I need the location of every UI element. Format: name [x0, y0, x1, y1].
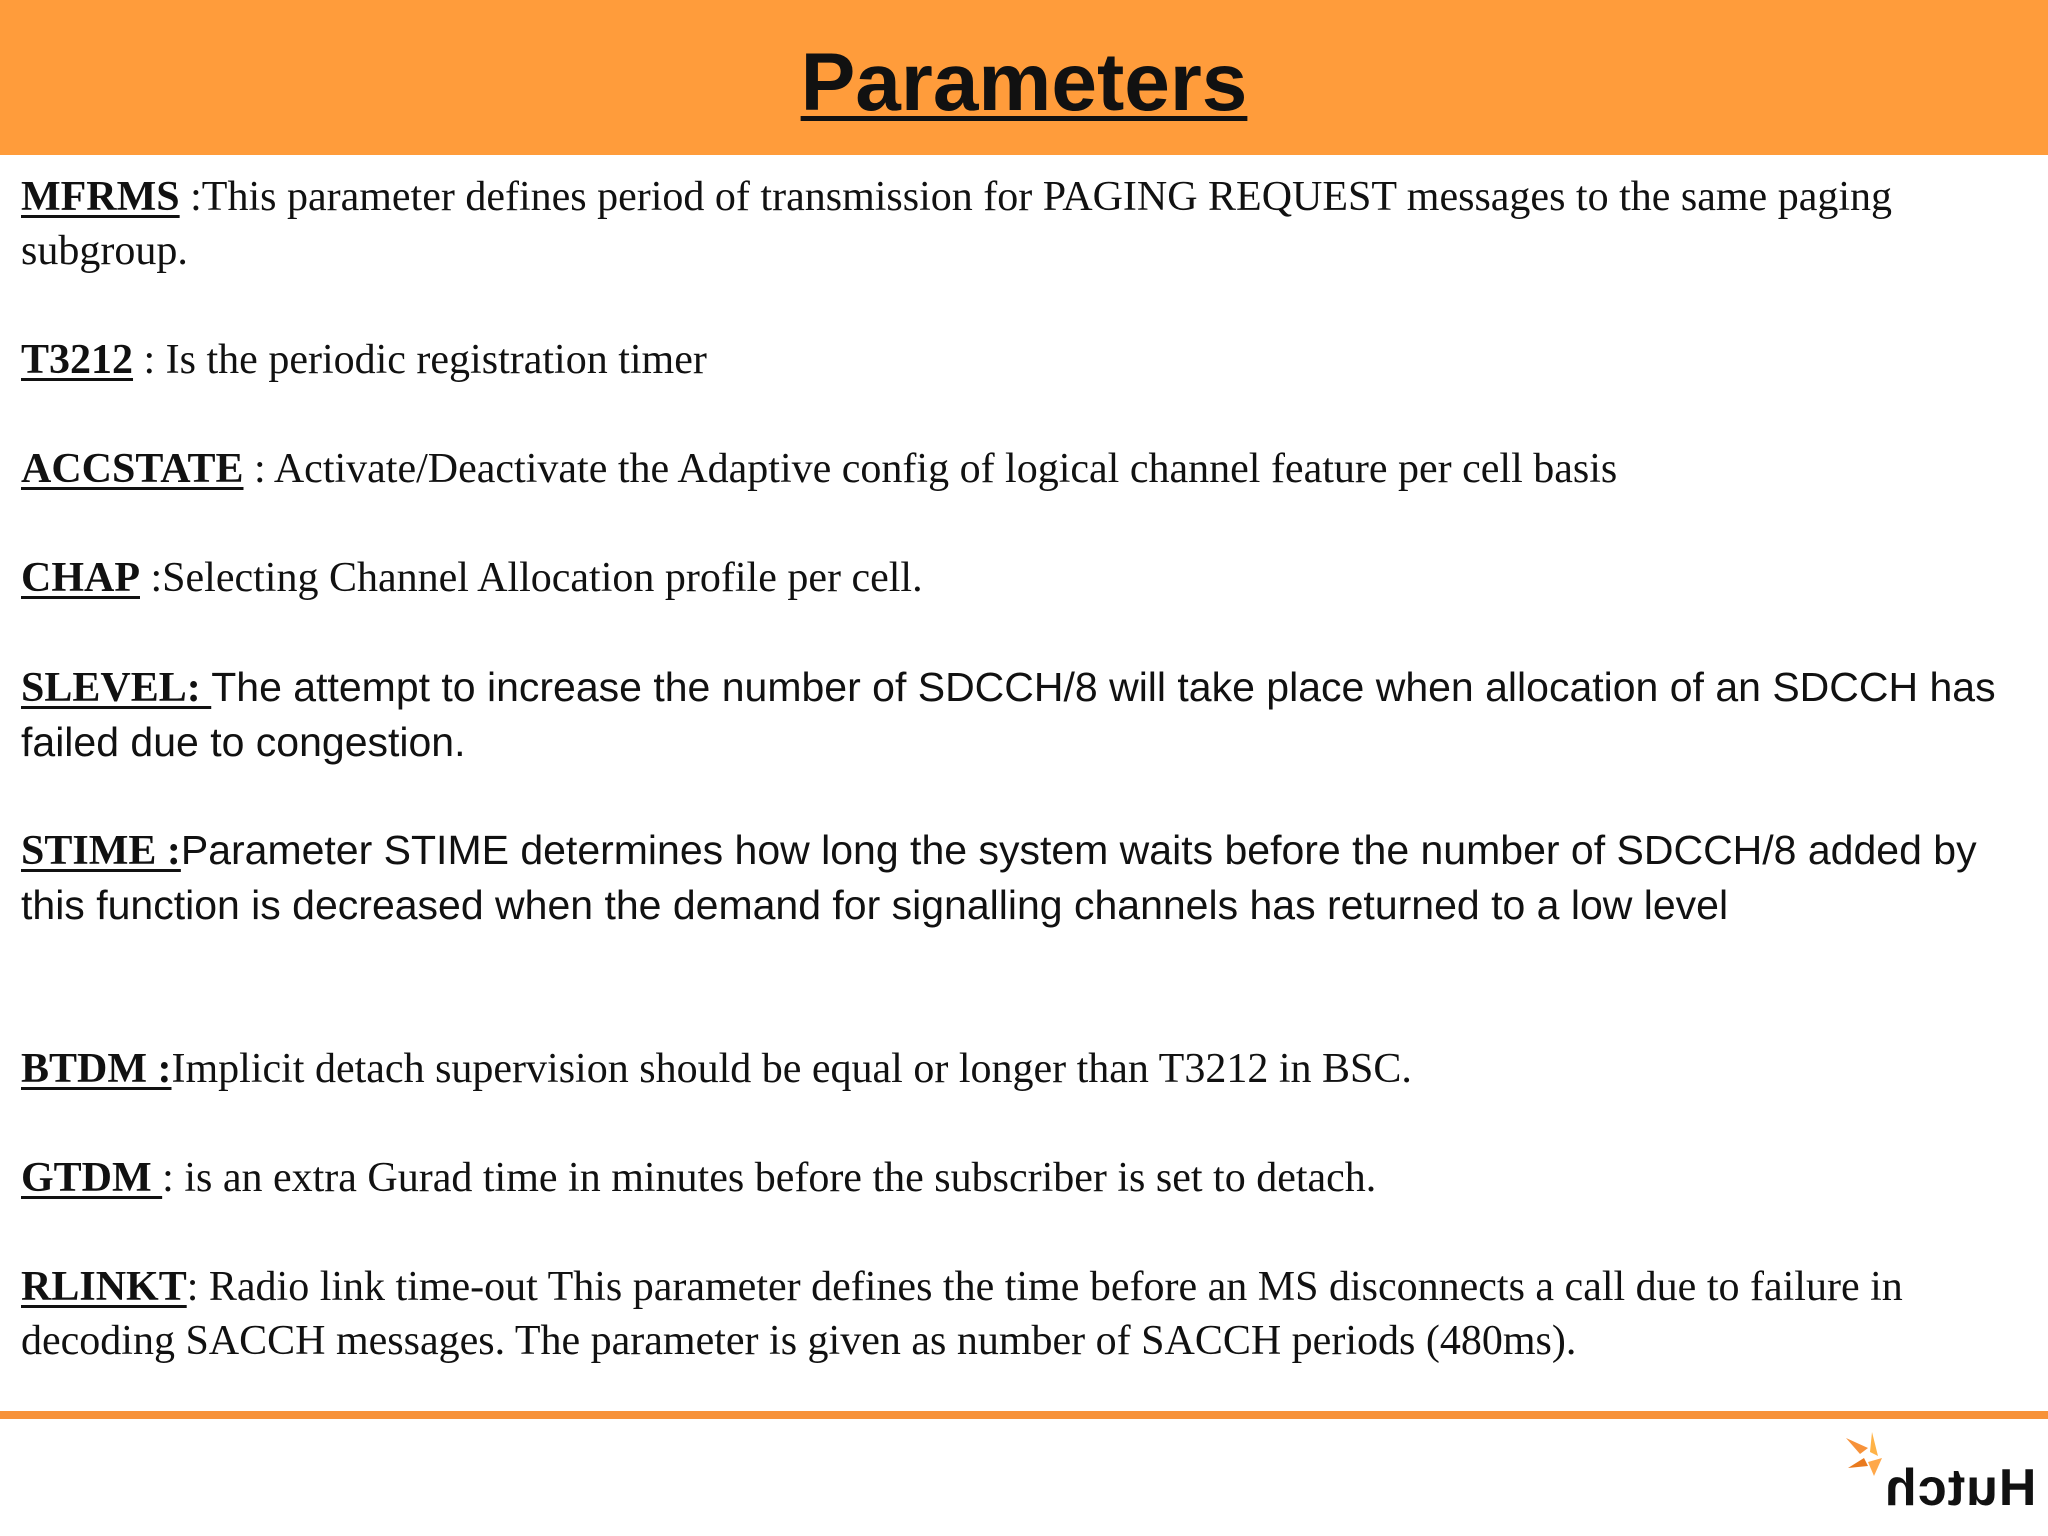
term-rlinkt: RLINKT [21, 1264, 187, 1310]
term-mfrms: MFRMS [21, 174, 180, 220]
definition-mfrms: :This parameter defines period of transmission for PAGING REQUEST messages to the same paging subgroup. [21, 174, 1893, 274]
footer-rule [0, 1411, 2048, 1419]
hutch-logo [1838, 1428, 2037, 1518]
term-t3212: T3212 [21, 337, 134, 383]
entry-stime [21, 823, 2021, 933]
definition-stime: Parameter STIME determines how long the system waits before the number of SDCCH/8 added by this function is decreased when the demand for signalling channels has returned to a low level [21, 827, 1977, 928]
definition-gtdm: : is an extra Gurad time in minutes before the subscriber is set to detach. [162, 1155, 1377, 1201]
entry-btdm [21, 1042, 1412, 1096]
definition-btdm: Implicit detach supervision should be equal or longer than T3212 in BSC. [171, 1046, 1412, 1092]
entry-t3212 [21, 333, 707, 387]
entry-rlinkt [21, 1260, 2021, 1368]
page-title: Parameters [800, 37, 1248, 128]
term-stime: STIME : [21, 828, 181, 874]
entry-gtdm [21, 1151, 1376, 1205]
entry-mfrms [21, 170, 2021, 278]
entry-chap [21, 551, 923, 605]
logo-text: Hutch [1884, 1459, 2037, 1517]
entry-accstate [21, 442, 1617, 496]
term-btdm: BTDM : [21, 1046, 172, 1092]
term-slevel: SLEVEL: [21, 665, 212, 711]
definition-accstate: : Activate/Deactivate the Adaptive config of logical channel feature per cell basis [243, 446, 1618, 492]
term-chap: CHAP [21, 555, 140, 601]
definition-chap: :Selecting Channel Allocation profile per cell. [140, 555, 923, 601]
definition-slevel: The attempt to increase the number of SDCCH/8 will take place when allocation of an SDCCH has failed due to congestion. [21, 664, 1996, 765]
term-gtdm: GTDM [21, 1155, 163, 1201]
term-accstate: ACCSTATE [21, 446, 244, 492]
entry-slevel [21, 660, 2021, 770]
definition-rlinkt: : Radio link time-out This parameter defines the time before an MS disconnects a call due to failure in decoding SACCH messages. The parameter is given as number of SACCH periods (480ms). [21, 1264, 1903, 1364]
definition-t3212: : Is the periodic registration timer [133, 337, 707, 383]
